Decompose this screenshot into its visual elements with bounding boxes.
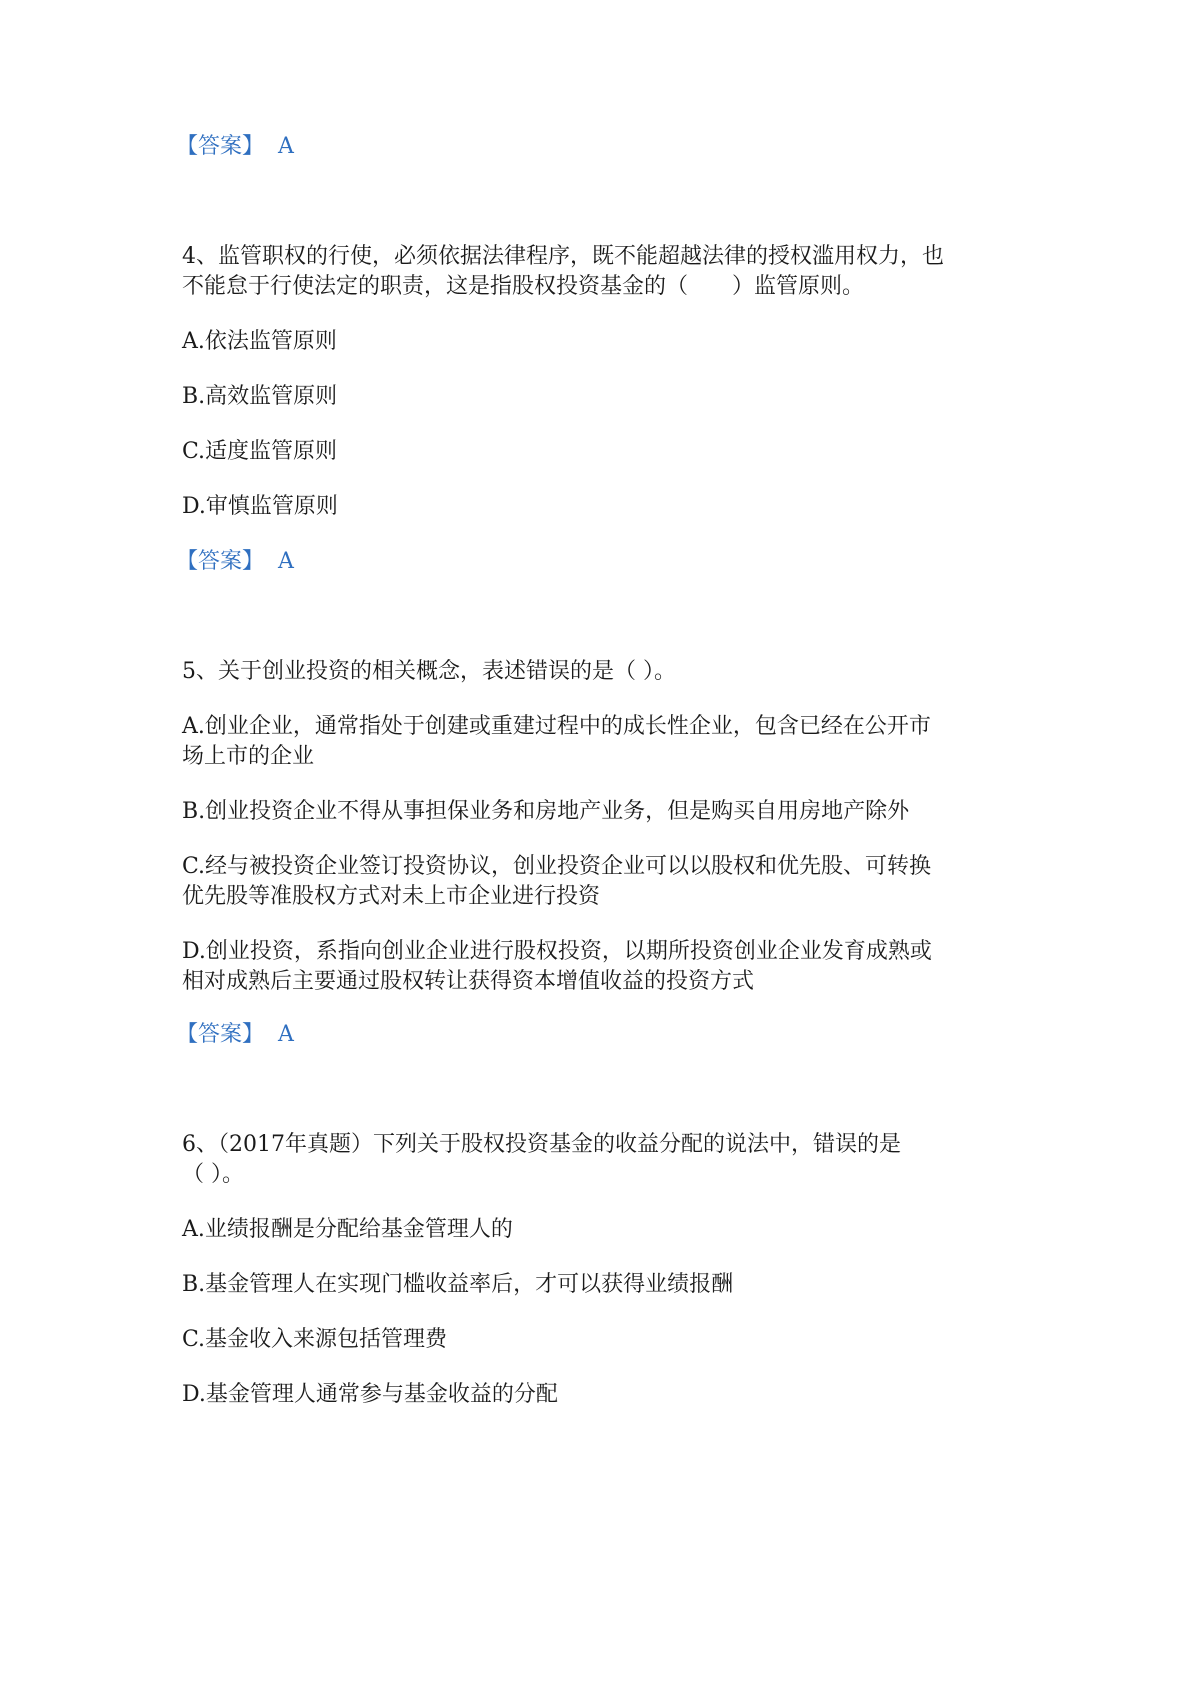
answer-value: A — [278, 134, 294, 159]
answer-line-q3 — [176, 132, 294, 162]
question-4-option-c: C.适度监管原则 — [182, 439, 338, 464]
question-4-option-d: D.审慎监管原则 — [182, 494, 338, 519]
question-6-option-b: B.基金管理人在实现门槛收益率后，才可以获得业绩报酬 — [182, 1272, 734, 1297]
answer-value: A — [278, 549, 294, 574]
question-5-option-c-line-1: C.经与被投资企业签订投资协议，创业投资企业可以以股权和优先股、可转换 — [182, 854, 932, 879]
question-6-option-a: A.业绩报酬是分配给基金管理人的 — [182, 1217, 513, 1242]
question-5-option-a-line-1: A.创业企业，通常指处于创建或重建过程中的成长性企业，包含已经在公开市 — [182, 714, 931, 739]
question-5-option-d-line-2: 相对成熟后主要通过股权转让获得资本增值收益的投资方式 — [182, 969, 755, 994]
question-5-option-c-line-2: 优先股等准股权方式对未上市企业进行投资 — [182, 884, 601, 909]
question-5-stem: 5、关于创业投资的相关概念，表述错误的是（ ）。 — [182, 659, 676, 684]
question-4-option-b: B.高效监管原则 — [182, 384, 338, 409]
answer-line-q4 — [176, 547, 294, 577]
question-4-option-a: A.依法监管原则 — [182, 329, 337, 354]
question-6-stem-line-2: （ ）。 — [182, 1162, 244, 1187]
question-5-option-a-line-2: 场上市的企业 — [182, 744, 315, 769]
question-6-option-d: D.基金管理人通常参与基金收益的分配 — [182, 1382, 558, 1407]
answer-line-q5 — [176, 1020, 294, 1050]
answer-label: 【答案】 — [176, 1022, 265, 1047]
answer-value: A — [278, 1022, 294, 1047]
question-4-stem-line-2: 不能怠于行使法定的职责，这是指股权投资基金的（ ）监管原则。 — [182, 274, 865, 299]
question-5-option-b: B.创业投资企业不得从事担保业务和房地产业务，但是购买自用房地产除外 — [182, 799, 910, 824]
question-5-option-d-line-1: D.创业投资，系指向创业企业进行股权投资，以期所投资创业企业发育成熟或 — [182, 939, 932, 964]
answer-label: 【答案】 — [176, 134, 265, 159]
question-6-option-c: C.基金收入来源包括管理费 — [182, 1327, 448, 1352]
answer-label: 【答案】 — [176, 549, 265, 574]
question-4-stem-line-1: 4、监管职权的行使，必须依据法律程序，既不能超越法律的授权滥用权力，也 — [182, 244, 944, 269]
question-6-stem-line-1: 6、（2017年真题）下列关于股权投资基金的收益分配的说法中，错误的是 — [182, 1132, 901, 1157]
